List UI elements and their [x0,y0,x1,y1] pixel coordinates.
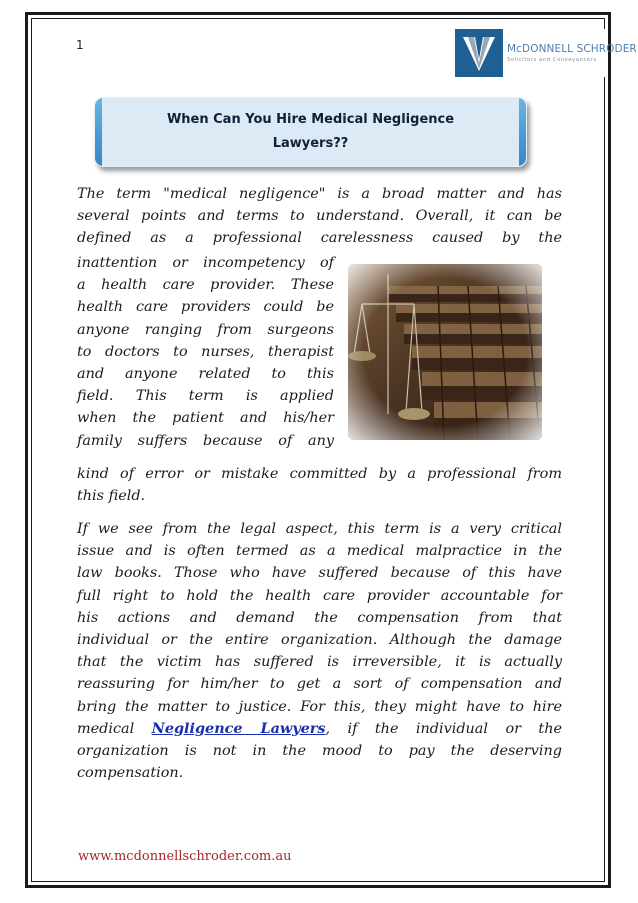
paragraph-line: this field. [77,488,146,505]
paragraph-line: and anyone related to this [77,366,334,383]
logo-v-mark-icon [455,29,503,77]
courtroom-scales-image [348,264,542,440]
footer-website-url[interactable]: www.mcdonnellschroder.com.au [78,849,292,864]
title-line-2: Lawyers?? [272,136,349,151]
link-line-prefix: medical [77,720,152,737]
paragraph-line: to doctors to nurses, therapist [77,343,334,360]
paragraph-link-line [77,718,562,740]
paragraph-line: If we see from the legal aspect, this term is a very critical [77,521,562,537]
title-banner [94,97,527,167]
paragraph-line: full right to hold the health care provider accountable for [77,587,562,604]
paragraph-line: inattention or incompetency of [77,255,334,271]
logo-company-name: McDONNELL SCHRODER [507,43,637,55]
company-logo [455,29,637,77]
paragraph-line: reassuring for him/her to get a sort of compensation and [77,676,562,693]
link-line-suffix: , if the individual or the [325,720,562,737]
paragraph-line: bring the matter to justice. For this, they might have to hire [77,698,562,715]
paragraph-line: compensation. [77,765,184,782]
page-number: 1 [76,38,84,52]
paragraph-line: that the victim has suffered is irreversible, it is actually [77,654,562,671]
paragraph-line: individual or the entire organization. Although the damage [77,632,562,649]
paragraph-line: family suffers because of any [77,432,334,449]
negligence-lawyers-link[interactable]: Negligence Lawyers [151,719,326,737]
paragraph-line: several points and terms to understand. Overall, it can be [77,208,562,225]
paragraph-2 [77,518,562,784]
page-title [146,108,476,156]
paragraph-line: a health care provider. These [77,277,334,294]
paragraph-line: defined as a professional carelessness caused by the [77,230,562,247]
paragraph-line: organization is not in the mood to pay the deserving [77,743,562,760]
paragraph-1-tail [77,463,562,507]
paragraph-line: issue and is often termed as a medical malpractice in the [77,543,562,560]
paragraph-line: when the patient and his/her [77,410,334,427]
logo-tagline: Solicitors and Conveyancers [507,57,597,63]
paragraph-line: his actions and demand the compensation from that [77,609,562,626]
paragraph-line: law books. Those who have suffered because of this have [77,565,562,582]
paragraph-line: anyone ranging from surgeons [77,321,334,338]
title-line-1: When Can You Hire Medical Negligence [166,112,455,127]
paragraph-line: kind of error or mistake committed by a professional from [77,466,562,482]
paragraph-1-full [77,183,562,250]
paragraph-line: health care providers could be [77,299,334,316]
paragraph-line: field. This term is applied [77,388,334,405]
paragraph-line: The term "medical negligence" is a broad matter and has [77,186,562,202]
